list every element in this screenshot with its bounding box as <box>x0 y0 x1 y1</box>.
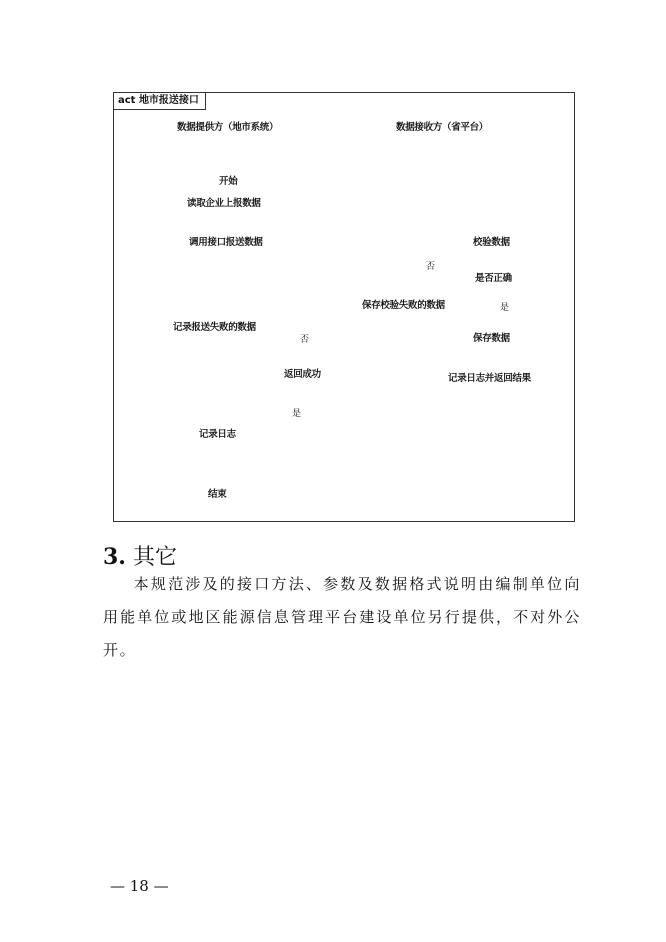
node-record-failed: 记录报送失败的数据 <box>173 322 256 333</box>
condition-no-left: 否 <box>300 335 310 345</box>
activity-diagram <box>113 92 575 522</box>
section-body-text: 本规范涉及的接口方法、参数及数据格式说明由编制单位向用能单位或地区能源信息管理平台建设单位另行提供，不对外公开。 <box>103 575 581 659</box>
node-is-correct: 是否正确 <box>475 273 512 284</box>
node-save-data: 保存数据 <box>473 333 510 344</box>
diagram-frame-title: act 地市报送接口 <box>114 93 206 110</box>
node-call-interface: 调用接口报送数据 <box>189 237 263 248</box>
condition-no-right: 否 <box>426 262 436 272</box>
section-heading <box>103 540 177 571</box>
node-log-and-return: 记录日志并返回结果 <box>448 373 531 384</box>
lane-right-title: 数据接收方（省平台） <box>396 122 489 133</box>
condition-yes-right: 是 <box>500 303 510 313</box>
section-number: 3. <box>103 544 126 570</box>
page-number: — 18 — <box>110 877 169 895</box>
node-read-data: 读取企业上报数据 <box>187 198 261 209</box>
lane-left-title: 数据提供方（地市系统） <box>177 122 279 133</box>
node-save-failed: 保存校验失败的数据 <box>362 300 445 311</box>
node-validate: 校验数据 <box>473 237 510 248</box>
section-body-paragraph <box>103 568 581 667</box>
section-title: 其它 <box>132 545 177 570</box>
condition-yes-left: 是 <box>292 409 302 419</box>
node-start: 开始 <box>219 176 238 187</box>
node-return-success: 返回成功 <box>284 369 321 380</box>
node-end: 结束 <box>208 489 227 500</box>
node-record-log: 记录日志 <box>199 429 236 440</box>
